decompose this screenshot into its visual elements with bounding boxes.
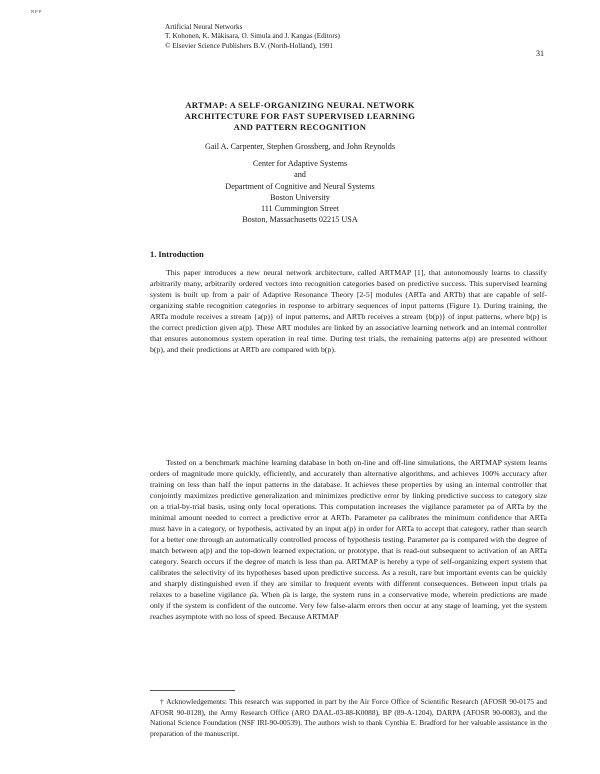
editors-line: T. Kohonen, K. Mäkisara, O. Simula and J. Kangas (Editors)	[165, 32, 340, 41]
body-paragraph-1: This paper introduces a new neural network architecture, called ARTMAP [1], that autonomously learns to classify arbitrarily many, arbitrarily ordered vectors into recognition categories based on predictive success. This supervised learning system is built up from a pair of Adaptive Resonance Theory [2-5] modules (ARTa and ARTb) that are capable of self-organizing stable recognition categories in response to arbitrary sequences of input patterns (Figure 1). During training, the ARTa module receives a stream {a(p)} of input patterns, and ARTb receives a stream {b(p)} of input patterns, where b(p) is the correct prediction given a(p). These ART modules are linked by an associative learning network and an internal controller that ensures autonomous system operation in real time. During test trials, the remaining patterns a(p) are presented without b(p), and their predictions at ARTb are compared with b(p).	[150, 268, 547, 354]
affiliation-line-4: Boston University	[270, 192, 330, 202]
footnote-acknowledgements: † Acknowledgements: This research was supported in part by the Air Force Office of Scientific Research (AFOSR 90-0175 and AFOSR 90-0128), the Army Research Office (ARO DAAL-03-88-K0088), BP (89-A-1204), DARPA (AFOSR 90-0083), and the National Science Foundation (NSF IRI-90-00539). The authors wish to thank Cynthia E. Bradford for her valuable assistance in the preparation of the manuscript.	[150, 697, 547, 738]
page-corner-mark: ɴᴘᴘ	[31, 9, 43, 15]
series-title: Artificial Neural Networks	[165, 23, 243, 31]
affiliation-line-6: Boston, Massachusetts 02215 USA	[242, 215, 358, 225]
book-header	[165, 23, 340, 51]
footnote-divider	[150, 690, 235, 691]
author-list: Gail A. Carpenter, Stephen Grossberg, and John Reynolds	[204, 142, 396, 151]
affiliation-line-3: Department of Cognitive and Neural Systems	[225, 181, 375, 191]
body-paragraph-2: Tested on a benchmark machine learning database in both on-line and off-line simulations, the ARTMAP system learns orders of magnitude more quickly, efficiently, and accurately than alternative algorithms, and achieves 100% accuracy after training on less than half the input patterns in the database. It achieves these properties by using an internal controller that conjointly maximizes predictive generalization and minimizes predictive error by linking predictive success to category size on a trial-by-trial basis, using only local operations. This computation increases the vigilance parameter ρa of ARTa by the minimal amount needed to correct a predictive error at ARTb. Parameter ρa calibrates the minimum confidence that ARTa must have in a category, or hypothesis, activated by an input a(p) in order for ARTa to accept that category, rather than search for a better one through an automatically controlled process of hypothesis testing. Parameter ρa is compared with the degree of match between a(p) and the top-down learned expectation, or prototype, that is read-out subsequent to activation of an ARTa category. Search occurs if the degree of match is less than ρa. ARTMAP is hereby a type of self-organizing expert system that calibrates the selectivity of its hypotheses based upon predictive success. As a result, rare but important events can be quickly and sharply distinguished even if they are similar to frequent events with different consequences. Between input trials ρa relaxes to a baseline vigilance ρ̄a. When ρ̄a is large, the system runs in a conservative mode, wherein predictions are made only if the system is confident of the outcome. Very few false-alarm errors then occur at any stage of learning, yet the system reaches asymptote with no loss of speed. Because ARTMAP	[150, 458, 547, 621]
title-line-3: AND PATTERN RECOGNITION	[233, 122, 367, 132]
publisher-line: © Elsevier Science Publishers B.V. (North-Holland), 1991	[165, 41, 334, 50]
page-number: 31	[536, 49, 544, 58]
title-line-1: ARTMAP: A SELF-ORGANIZING NEURAL NETWORK	[185, 100, 415, 110]
affiliation-line-5: 111 Cummington Street	[260, 204, 340, 214]
affiliation-line-1: Center for Adaptive Systems	[252, 159, 348, 168]
title-line-2: ARCHITECTURE FOR FAST SUPERVISED LEARNING	[184, 111, 416, 121]
section-heading: 1. Introduction	[150, 250, 204, 259]
affiliation-line-2: and	[294, 170, 306, 180]
paper-title	[150, 100, 450, 133]
affiliation-block	[150, 158, 450, 226]
